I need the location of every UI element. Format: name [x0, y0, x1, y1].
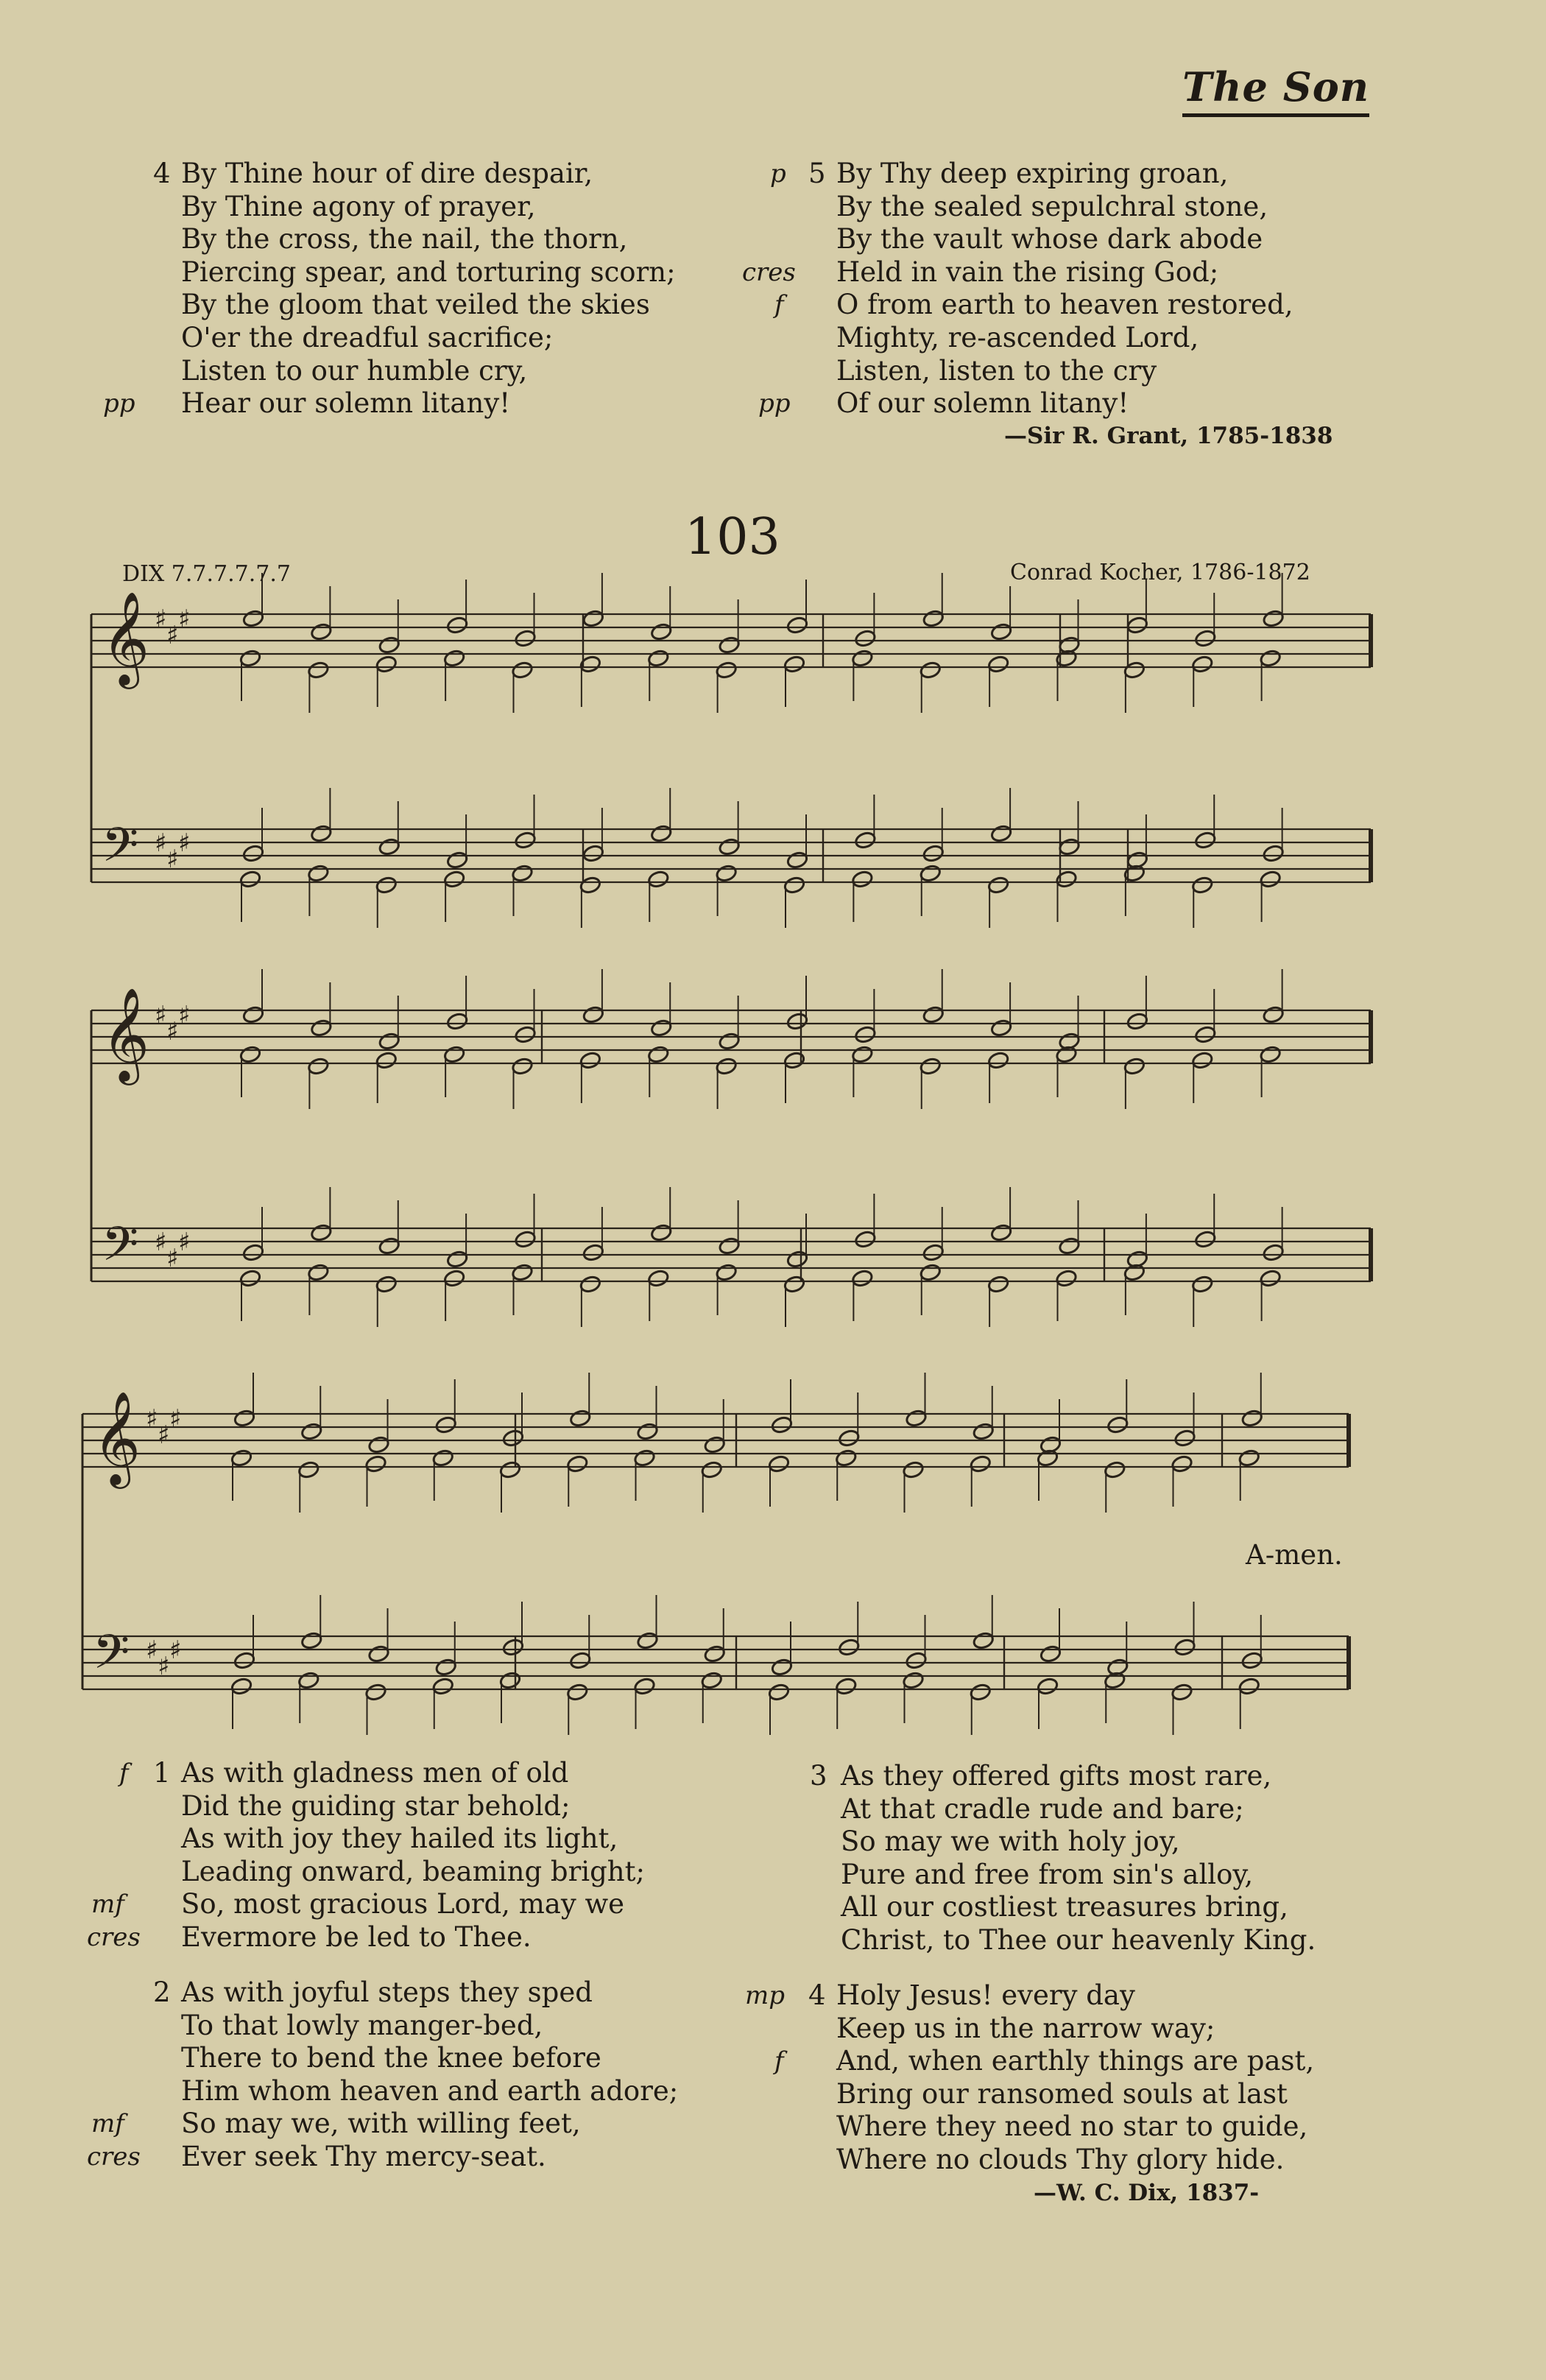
note-head: [771, 1658, 794, 1677]
verse-line: As with joyful steps they sped: [181, 1976, 593, 2008]
note-head: [378, 636, 400, 655]
verse-number: 1: [153, 1757, 171, 1789]
note-head: [922, 1005, 945, 1024]
note-head: [783, 1275, 806, 1294]
verse-line-text: Held in vain the rising God;: [836, 256, 1219, 288]
verse-line: [91, 1888, 645, 1921]
dynamic-marking: mf: [91, 2109, 124, 2139]
note-head: [1058, 837, 1081, 856]
note-head: [851, 1045, 874, 1064]
note-head: [715, 1263, 738, 1282]
note-head: [297, 1460, 320, 1479]
dynamic-marking: p: [770, 159, 786, 189]
treble-clef-icon: 𝄞: [102, 987, 150, 1081]
verse-line: Listen to our humble cry,: [181, 354, 528, 387]
note-head: [854, 831, 877, 850]
note-head: [902, 1671, 925, 1690]
note-head: [987, 876, 1010, 895]
sharp-icon: ♯: [166, 845, 179, 874]
treble-clef-icon: 𝄞: [93, 1390, 141, 1485]
note-head: [499, 1460, 522, 1479]
note-head: [514, 831, 537, 850]
note-head: [300, 1631, 323, 1650]
verse-line: All our costliest treasures bring,: [841, 1891, 1288, 1923]
note-head: [1171, 1454, 1193, 1474]
verse-line: [87, 2140, 678, 2174]
note-head: [375, 1051, 398, 1070]
verse-number: 3: [810, 1760, 827, 1792]
note-head: [650, 824, 673, 843]
note-head: [375, 655, 398, 674]
verse-number: 4: [808, 1979, 826, 2011]
note-head: [239, 649, 262, 668]
top-attribution: —Sir R. Grant, 1785-1838: [1004, 423, 1333, 449]
note-head: [310, 622, 333, 641]
note-head: [1191, 1275, 1214, 1294]
dynamic-marking: mf: [91, 1890, 124, 1920]
note-head: [502, 1429, 525, 1448]
note-head: [310, 1018, 333, 1038]
dynamic-marking: mp: [745, 1981, 786, 2010]
note-head: [443, 870, 466, 889]
composer: Conrad Kocher, 1786-1872: [1010, 560, 1310, 585]
note-head: [1037, 1448, 1059, 1468]
verse-line-text: Of our solemn litany!: [836, 387, 1129, 420]
note-head: [718, 837, 741, 856]
note-head: [499, 1671, 522, 1690]
note-head: [307, 661, 330, 680]
verse-line: Keep us in the narrow way;: [836, 2012, 1215, 2044]
verse-line: To that lowly manger-bed,: [181, 2009, 543, 2041]
note-head: [1104, 1671, 1126, 1690]
verse-line-text: Hear our solemn litany!: [181, 387, 511, 420]
note-head: [443, 1269, 466, 1288]
verse-line: As with gladness men of old: [181, 1757, 569, 1789]
note-head: [905, 1409, 928, 1428]
note-head: [987, 1051, 1010, 1070]
note-head: [431, 1677, 454, 1696]
note-head: [1191, 1051, 1214, 1070]
note-head: [1262, 1243, 1285, 1262]
note-head: [307, 864, 330, 883]
note-head: [242, 844, 265, 863]
sharp-icon: ♯: [155, 828, 167, 858]
note-head: [987, 1275, 1010, 1294]
note-head: [310, 1223, 333, 1242]
amen-text: A-men.: [1246, 1539, 1343, 1571]
note-head: [1259, 1269, 1282, 1288]
note-head: [1191, 655, 1214, 674]
note-head: [969, 1683, 992, 1702]
note-head: [569, 1409, 592, 1428]
note-head: [514, 1025, 537, 1044]
verse-line: So may we with holy joy,: [841, 1826, 1180, 1858]
note-head: [1262, 609, 1285, 628]
note-head: [239, 1269, 262, 1288]
note-head: [786, 1012, 809, 1031]
note-head: [1194, 1025, 1217, 1044]
note-head: [990, 1223, 1013, 1242]
note-head: [1123, 661, 1146, 680]
note-head: [650, 622, 673, 641]
note-head: [715, 1057, 738, 1076]
note-head: [1191, 876, 1214, 895]
verse-line: As they offered gifts most rare,: [841, 1760, 1272, 1792]
note-head: [431, 1448, 454, 1468]
note-head: [647, 649, 670, 668]
note-head: [502, 1638, 525, 1657]
note-head: [233, 1651, 256, 1670]
verse-line: Christ, to Thee our heavenly King.: [841, 1923, 1316, 1956]
verse-line: As with joy they hailed its light,: [181, 1823, 618, 1855]
bass-clef-icon: 𝄢: [102, 818, 139, 884]
note-head: [1104, 1460, 1126, 1479]
note-head: [1037, 1677, 1059, 1696]
note-head: [636, 1422, 659, 1441]
note-head: [566, 1454, 589, 1474]
note-head: [1238, 1448, 1260, 1468]
note-head: [715, 864, 738, 883]
note-head: [364, 1683, 387, 1702]
note-head: [854, 1025, 877, 1044]
sharp-icon: ♯: [155, 605, 167, 634]
dynamic-marking: cres: [87, 1922, 141, 1952]
sharp-icon: ♯: [178, 1001, 191, 1030]
hymn-number: 103: [685, 508, 780, 566]
note-head: [703, 1644, 726, 1663]
verse-line: O'er the dreadful sacrifice;: [181, 321, 554, 353]
verse-line: Him whom heaven and earth adore;: [181, 2074, 679, 2107]
note-head: [582, 844, 605, 863]
note-head: [902, 1460, 925, 1479]
note-head: [922, 844, 945, 863]
dynamic-marking: cres: [742, 257, 796, 287]
note-head: [1240, 1651, 1263, 1670]
sharp-icon: ♯: [166, 621, 179, 650]
note-head: [919, 1057, 942, 1076]
verse-number: 4: [153, 158, 171, 189]
note-head: [566, 1683, 589, 1702]
verse-line: Listen, listen to the cry: [836, 354, 1157, 387]
note-head: [972, 1631, 995, 1650]
note-head: [239, 870, 262, 889]
verse-line: Pure and free from sin's alloy,: [841, 1858, 1254, 1890]
note-head: [919, 864, 942, 883]
verse-line-text: Evermore be led to Thee.: [181, 1920, 532, 1953]
note-head: [1106, 1415, 1129, 1434]
note-head: [511, 1057, 534, 1076]
note-head: [1194, 629, 1217, 648]
verse-line-text: So may we, with willing feet,: [181, 2108, 581, 2140]
note-head: [786, 616, 809, 635]
note-head: [582, 1005, 605, 1024]
sharp-icon: ♯: [158, 1652, 170, 1681]
note-head: [718, 1032, 741, 1051]
note-head: [771, 1415, 794, 1434]
note-head: [233, 1409, 256, 1428]
note-head: [579, 1051, 602, 1070]
sharp-icon: ♯: [166, 1017, 179, 1046]
verse-line: By Thine agony of prayer,: [181, 190, 536, 222]
bottom-attribution: —W. C. Dix, 1837-: [1034, 2180, 1260, 2206]
note-head: [446, 851, 469, 870]
note-head: [514, 1230, 537, 1249]
verse-line: [91, 2108, 678, 2141]
note-head: [367, 1644, 390, 1663]
note-head: [242, 1243, 265, 1262]
sharp-icon: ♯: [178, 1228, 191, 1257]
note-head: [443, 649, 466, 668]
note-head: [446, 1012, 469, 1031]
note-head: [1123, 1057, 1146, 1076]
note-head: [434, 1658, 457, 1677]
note-head: [300, 1422, 323, 1441]
note-head: [972, 1422, 995, 1441]
verse-1: [87, 1757, 645, 1954]
verse-line-text: O from earth to heaven restored,: [836, 289, 1293, 321]
note-head: [851, 870, 874, 889]
note-head: [700, 1671, 723, 1690]
dynamic-marking: pp: [758, 389, 791, 419]
verse-line: By the vault whose dark abode: [836, 223, 1263, 256]
note-head: [1126, 1012, 1149, 1031]
sharp-icon: ♯: [169, 1404, 182, 1434]
verse-line: Did the guiding star behold;: [181, 1789, 571, 1822]
verse-number: 2: [153, 1976, 171, 2008]
note-head: [786, 1250, 809, 1269]
note-head: [990, 824, 1013, 843]
bass-clef-icon: 𝄢: [102, 1217, 139, 1284]
note-head: [582, 609, 605, 628]
note-head: [446, 1250, 469, 1269]
note-head: [783, 1051, 806, 1070]
verse-line: By Thy deep expiring groan,: [836, 158, 1229, 189]
note-head: [703, 1435, 726, 1454]
note-head: [1055, 649, 1078, 668]
note-head: [307, 1057, 330, 1076]
verse-line: By the cross, the nail, the thorn,: [181, 223, 628, 256]
note-head: [1123, 864, 1146, 883]
verse-line: Mighty, re-ascended Lord,: [836, 321, 1199, 353]
note-head: [239, 1045, 262, 1064]
verse-line: Piercing spear, and torturing scorn;: [181, 256, 676, 288]
note-head: [1055, 1045, 1078, 1064]
note-head: [1262, 1005, 1285, 1024]
tune-name: DIX 7.7.7.7.7.7: [122, 561, 291, 587]
verse-3: [810, 1760, 1316, 1957]
note-head: [783, 655, 806, 674]
verse-line: [774, 2045, 1315, 2078]
note-head: [367, 1435, 390, 1454]
verse-line: Holy Jesus! every day: [836, 1979, 1135, 2011]
dynamic-marking: cres: [87, 2141, 141, 2172]
note-head: [919, 661, 942, 680]
sharp-icon: ♯: [178, 605, 191, 634]
note-head: [310, 824, 333, 843]
sharp-icon: ♯: [169, 1636, 182, 1665]
note-head: [1194, 831, 1217, 850]
verse-line-text: So, most gracious Lord, may we: [181, 1888, 625, 1920]
treble-clef-icon: 𝄞: [102, 591, 150, 685]
note-head: [1173, 1638, 1196, 1657]
verse-line-text: And, when earthly things are past,: [836, 2045, 1315, 2077]
note-head: [922, 609, 945, 628]
verse-number: 5: [808, 158, 826, 189]
note-head: [715, 661, 738, 680]
note-head: [636, 1631, 659, 1650]
note-head: [990, 622, 1013, 641]
note-head: [783, 876, 806, 895]
sharp-icon: ♯: [178, 828, 191, 858]
note-head: [1040, 1644, 1062, 1663]
verse-line: There to bend the knee before: [181, 2042, 601, 2074]
note-head: [838, 1638, 861, 1657]
note-head: [969, 1454, 992, 1474]
verse-line: At that cradle rude and bare;: [841, 1792, 1244, 1825]
dynamic-marking: f: [774, 290, 784, 320]
note-head: [242, 1005, 265, 1024]
note-head: [768, 1454, 791, 1474]
note-head: [650, 1223, 673, 1242]
note-head: [987, 655, 1010, 674]
note-head: [633, 1677, 656, 1696]
verse-line: By the sealed sepulchral stone,: [836, 190, 1268, 222]
note-head: [230, 1448, 253, 1468]
note-head: [378, 1032, 400, 1051]
note-head: [375, 876, 398, 895]
note-head: [835, 1677, 858, 1696]
note-head: [633, 1448, 656, 1468]
sharp-icon: ♯: [146, 1404, 158, 1434]
note-head: [1262, 844, 1285, 863]
note-head: [854, 629, 877, 648]
note-head: [434, 1415, 457, 1434]
note-head: [1240, 1409, 1263, 1428]
verse-line: By Thine hour of dire despair,: [181, 158, 593, 189]
dynamic-marking: pp: [103, 389, 135, 419]
note-head: [582, 1243, 605, 1262]
note-head: [297, 1671, 320, 1690]
verse-2: [87, 1976, 679, 2174]
note-head: [514, 629, 537, 648]
verse-line: Bring our ransomed souls at last: [836, 2077, 1288, 2110]
note-head: [375, 1275, 398, 1294]
verse-line: Where no clouds Thy glory hide.: [836, 2143, 1285, 2175]
note-head: [579, 1275, 602, 1294]
note-head: [1194, 1230, 1217, 1249]
note-head: [718, 636, 741, 655]
note-head: [1126, 616, 1149, 635]
note-head: [307, 1263, 330, 1282]
note-head: [1259, 649, 1282, 668]
note-head: [242, 609, 265, 628]
note-head: [905, 1651, 928, 1670]
section-title: The Son: [1182, 63, 1369, 117]
note-head: [511, 864, 534, 883]
note-head: [768, 1683, 791, 1702]
note-head: [511, 1263, 534, 1282]
sharp-icon: ♯: [155, 1228, 167, 1257]
sharp-icon: ♯: [146, 1636, 158, 1665]
dynamic-marking: f: [119, 1758, 129, 1788]
note-head: [230, 1677, 253, 1696]
note-head: [443, 1045, 466, 1064]
note-head: [718, 1236, 741, 1256]
note-head: [1171, 1683, 1193, 1702]
note-head: [1173, 1429, 1196, 1448]
note-head: [851, 1269, 874, 1288]
note-head: [854, 1230, 877, 1249]
verse-4-bottom: [745, 1979, 1315, 2177]
note-head: [919, 1263, 942, 1282]
note-head: [835, 1448, 858, 1468]
note-head: [990, 1018, 1013, 1038]
staff-systems: [82, 573, 1371, 1735]
note-head: [1238, 1677, 1260, 1696]
sharp-icon: ♯: [155, 1001, 167, 1030]
sharp-icon: ♯: [158, 1420, 170, 1450]
verse-line: Leading onward, beaming bright;: [181, 1855, 645, 1887]
note-head: [1259, 870, 1282, 889]
note-head: [511, 661, 534, 680]
note-head: [851, 649, 874, 668]
note-head: [647, 870, 670, 889]
note-head: [786, 851, 809, 870]
note-head: [647, 1045, 670, 1064]
note-head: [364, 1454, 387, 1474]
dynamic-marking: f: [774, 2046, 784, 2077]
note-head: [1123, 1263, 1146, 1282]
note-head: [1058, 1236, 1081, 1256]
verse-line: By the gloom that veiled the skies: [181, 289, 650, 321]
note-head: [378, 1236, 400, 1256]
note-head: [922, 1243, 945, 1262]
note-head: [650, 1018, 673, 1038]
note-head: [700, 1460, 723, 1479]
bass-clef-icon: 𝄢: [93, 1625, 130, 1691]
note-head: [569, 1651, 592, 1670]
sharp-icon: ♯: [166, 1244, 179, 1273]
note-head: [378, 837, 400, 856]
verse-line: Where they need no star to guide,: [836, 2110, 1308, 2143]
verse-line-text: Ever seek Thy mercy-seat.: [181, 2140, 546, 2172]
note-head: [647, 1269, 670, 1288]
note-head: [1055, 870, 1078, 889]
note-head: [838, 1429, 861, 1448]
note-head: [446, 616, 469, 635]
note-head: [1055, 1269, 1078, 1288]
note-head: [1259, 1045, 1282, 1064]
verse-line: [87, 1920, 645, 1954]
